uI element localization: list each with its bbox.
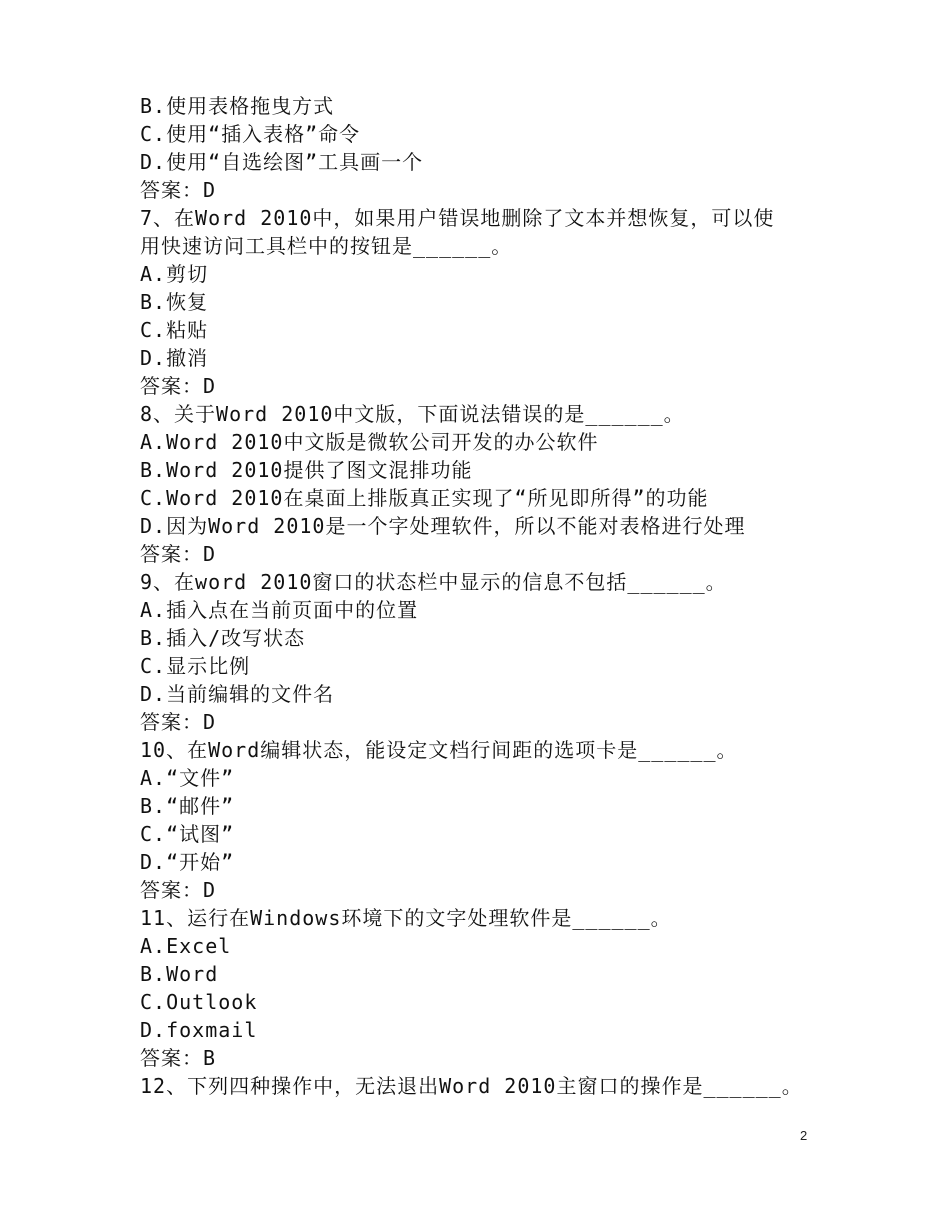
question-line: 用快速访问工具栏中的按钮是______。 xyxy=(140,234,513,258)
answer-line: 答案：D xyxy=(140,178,217,202)
option-line: B.“邮件” xyxy=(140,794,235,818)
answer-line: 答案：D xyxy=(140,374,217,398)
option-line: C.Outlook xyxy=(140,990,258,1014)
question-line: 8、关于Word 2010中文版，下面说法错误的是______。 xyxy=(140,402,685,426)
answer-line: 答案：D xyxy=(140,710,217,734)
option-line: C.“试图” xyxy=(140,822,235,846)
option-line: C.显示比例 xyxy=(140,654,251,678)
answer-line: 答案：D xyxy=(140,878,217,902)
document-body xyxy=(140,92,830,1100)
option-line: C.Word 2010在桌面上排版真正实现了“所见即所得”的功能 xyxy=(140,486,709,510)
option-line: B.插入/改写状态 xyxy=(140,626,306,650)
option-line: D.当前编辑的文件名 xyxy=(140,682,335,706)
option-line: B.恢复 xyxy=(140,290,209,314)
option-line: D.撤消 xyxy=(140,346,209,370)
option-line: D.foxmail xyxy=(140,1018,258,1042)
question-line: 10、在Word编辑状态，能设定文档行间距的选项卡是______。 xyxy=(140,738,738,762)
question-line: 9、在word 2010窗口的状态栏中显示的信息不包括______。 xyxy=(140,570,727,594)
option-line: A.剪切 xyxy=(140,262,209,286)
option-line: D.因为Word 2010是一个字处理软件，所以不能对表格进行处理 xyxy=(140,514,746,538)
text-line: D.使用“自选绘图”工具画一个 xyxy=(140,150,424,174)
question-line: 12、下列四种操作中，无法退出Word 2010主窗口的操作是______。 xyxy=(140,1074,803,1098)
text-line: B.使用表格拖曳方式 xyxy=(140,94,335,118)
page-number: 2 xyxy=(800,1128,808,1143)
answer-line: 答案：B xyxy=(140,1046,217,1070)
option-line: A.Word 2010中文版是微软公司开发的办公软件 xyxy=(140,430,599,454)
option-line: C.粘贴 xyxy=(140,318,209,342)
option-line: A.“文件” xyxy=(140,766,235,790)
option-line: B.Word 2010提供了图文混排功能 xyxy=(140,458,473,482)
option-line: D.“开始” xyxy=(140,850,235,874)
option-line: B.Word xyxy=(140,962,219,986)
answer-line: 答案：D xyxy=(140,542,217,566)
option-line: A.Excel xyxy=(140,934,232,958)
question-line: 7、在Word 2010中，如果用户错误地删除了文本并想恢复，可以使 xyxy=(140,206,775,230)
text-line: C.使用“插入表格”命令 xyxy=(140,122,361,146)
option-line: A.插入点在当前页面中的位置 xyxy=(140,598,419,622)
question-line: 11、运行在Windows环境下的文字处理软件是______。 xyxy=(140,906,672,930)
